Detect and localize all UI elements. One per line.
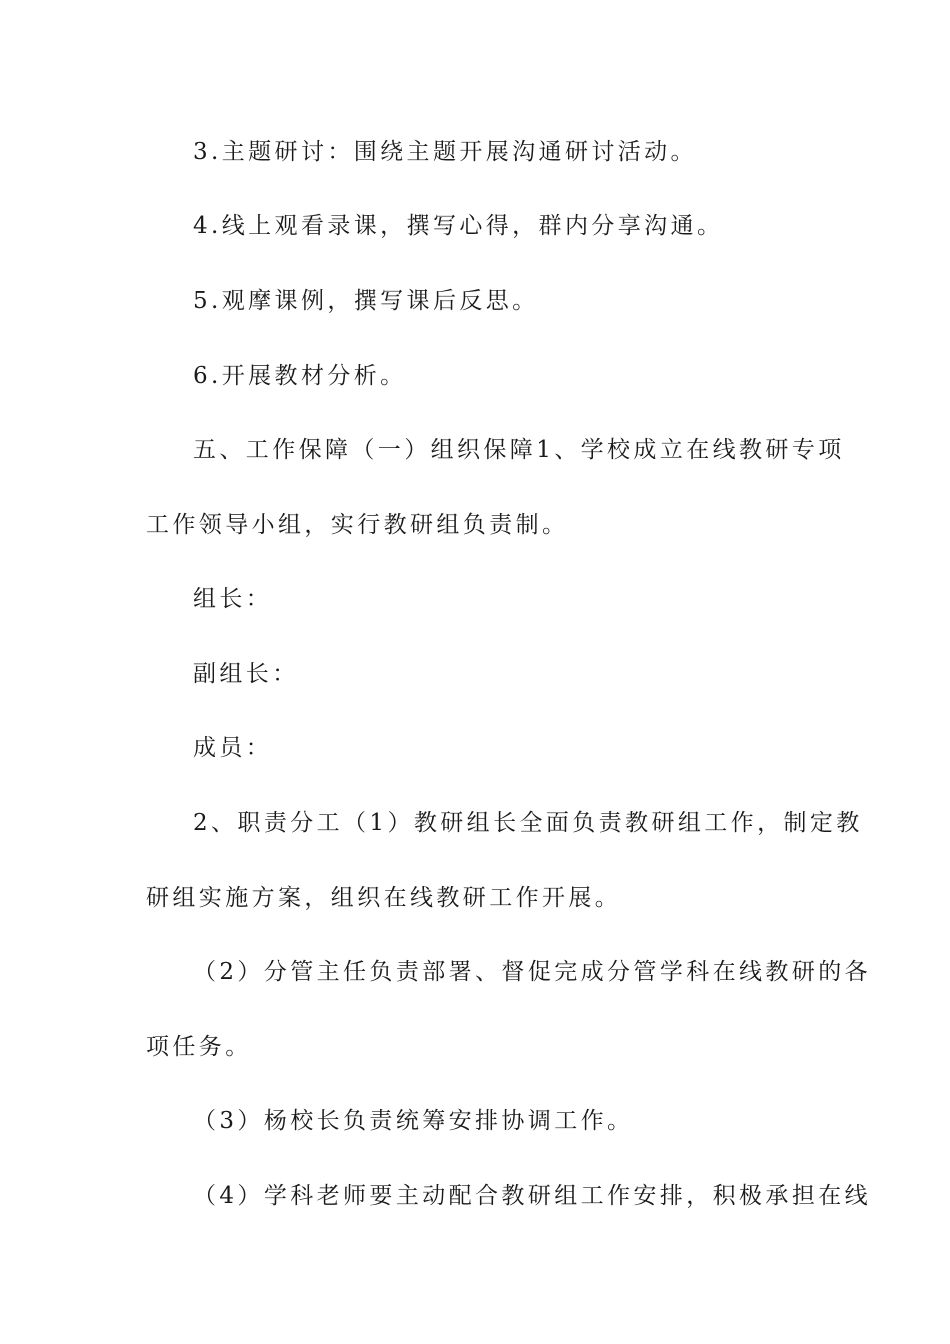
members-label: 成员：: [193, 735, 273, 761]
section-5-work-guarantee: 五、工作保障（一）组织保障1、学校成立在线教研专项: [193, 437, 845, 463]
duty-2-continued: 项任务。: [146, 1034, 252, 1060]
deputy-leader-label: 副组长：: [193, 661, 299, 687]
item-5-observe-lessons: 5.观摩课例，撰写课后反思。: [193, 288, 539, 314]
item-3-topic-discussion: 3.主题研讨：围绕主题开展沟通研讨活动。: [193, 139, 697, 165]
duty-2-director: （2）分管主任负责部署、督促完成分管学科在线教研的各: [193, 959, 872, 985]
item-6-textbook-analysis: 6.开展教材分析。: [193, 363, 407, 389]
item-4-online-recorded-lessons: 4.线上观看录课，撰写心得，群内分享沟通。: [193, 213, 724, 239]
duties-division-continued: 研组实施方案，组织在线教研工作开展。: [146, 885, 622, 911]
group-leader-label: 组长：: [193, 586, 273, 612]
section-5-continued: 工作领导小组，实行教研组负责制。: [146, 512, 569, 538]
duty-4-teachers: （4）学科老师要主动配合教研组工作安排，积极承担在线: [193, 1183, 872, 1209]
duties-division-paragraph: 2、职责分工（1）教研组长全面负责教研组工作，制定教: [193, 810, 863, 836]
duty-3-principal: （3）杨校长负责统筹安排协调工作。: [193, 1108, 634, 1134]
